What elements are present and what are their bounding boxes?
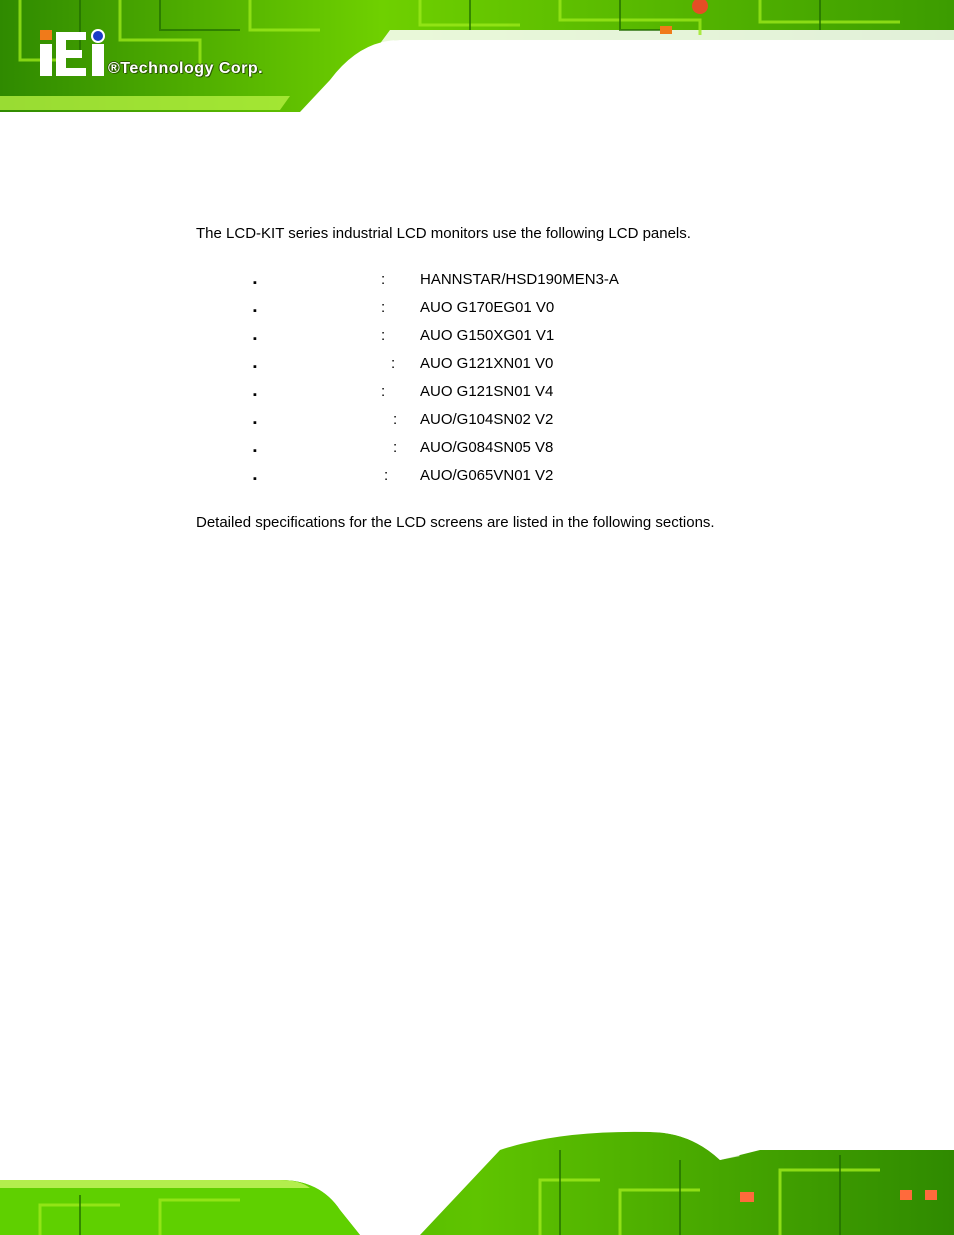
bullet-icon: ▪ <box>253 333 257 345</box>
bullet-icon: ▪ <box>253 277 257 289</box>
iei-logo-mark <box>38 28 110 80</box>
separator: : <box>393 439 398 456</box>
separator: : <box>381 383 386 400</box>
separator: : <box>381 271 386 288</box>
company-logo <box>38 28 298 88</box>
panel-model: HANNSTAR/HSD190MEN3-A <box>420 271 619 288</box>
panel-model: AUO G121SN01 V4 <box>420 383 554 400</box>
intro-paragraph: The LCD-KIT series industrial LCD monitors use the following LCD panels. <box>196 225 691 242</box>
list-item <box>196 382 896 410</box>
bullet-icon: ▪ <box>253 305 257 317</box>
list-item <box>196 270 896 298</box>
brand-text: ®Technology Corp. <box>108 60 264 77</box>
separator: : <box>384 467 389 484</box>
list-item <box>196 438 896 466</box>
bullet-icon: ▪ <box>253 473 257 485</box>
bullet-icon: ▪ <box>253 361 257 373</box>
panel-model: AUO G150XG01 V1 <box>420 327 555 344</box>
list-item <box>196 354 896 382</box>
panel-model: AUO/G104SN02 V2 <box>420 411 554 428</box>
separator: : <box>381 327 386 344</box>
separator: : <box>391 355 396 372</box>
panel-model: AUO/G084SN05 V8 <box>420 439 554 456</box>
panel-model: AUO/G065VN01 V2 <box>420 467 554 484</box>
bullet-icon: ▪ <box>253 389 257 401</box>
panel-model: AUO G121XN01 V0 <box>420 355 554 372</box>
panel-model: AUO G170EG01 V0 <box>420 299 555 316</box>
footer-circuit-band <box>0 1120 954 1235</box>
outro-paragraph: Detailed specifications for the LCD screens are listed in the following sections. <box>196 514 715 531</box>
bullet-icon: ▪ <box>253 445 257 457</box>
list-item <box>196 466 896 494</box>
lcd-panel-list <box>196 270 896 494</box>
list-item <box>196 298 896 326</box>
separator: : <box>381 299 386 316</box>
page-content <box>196 224 896 531</box>
list-item <box>196 410 896 438</box>
bullet-icon: ▪ <box>253 417 257 429</box>
list-item <box>196 326 896 354</box>
separator: : <box>393 411 398 428</box>
